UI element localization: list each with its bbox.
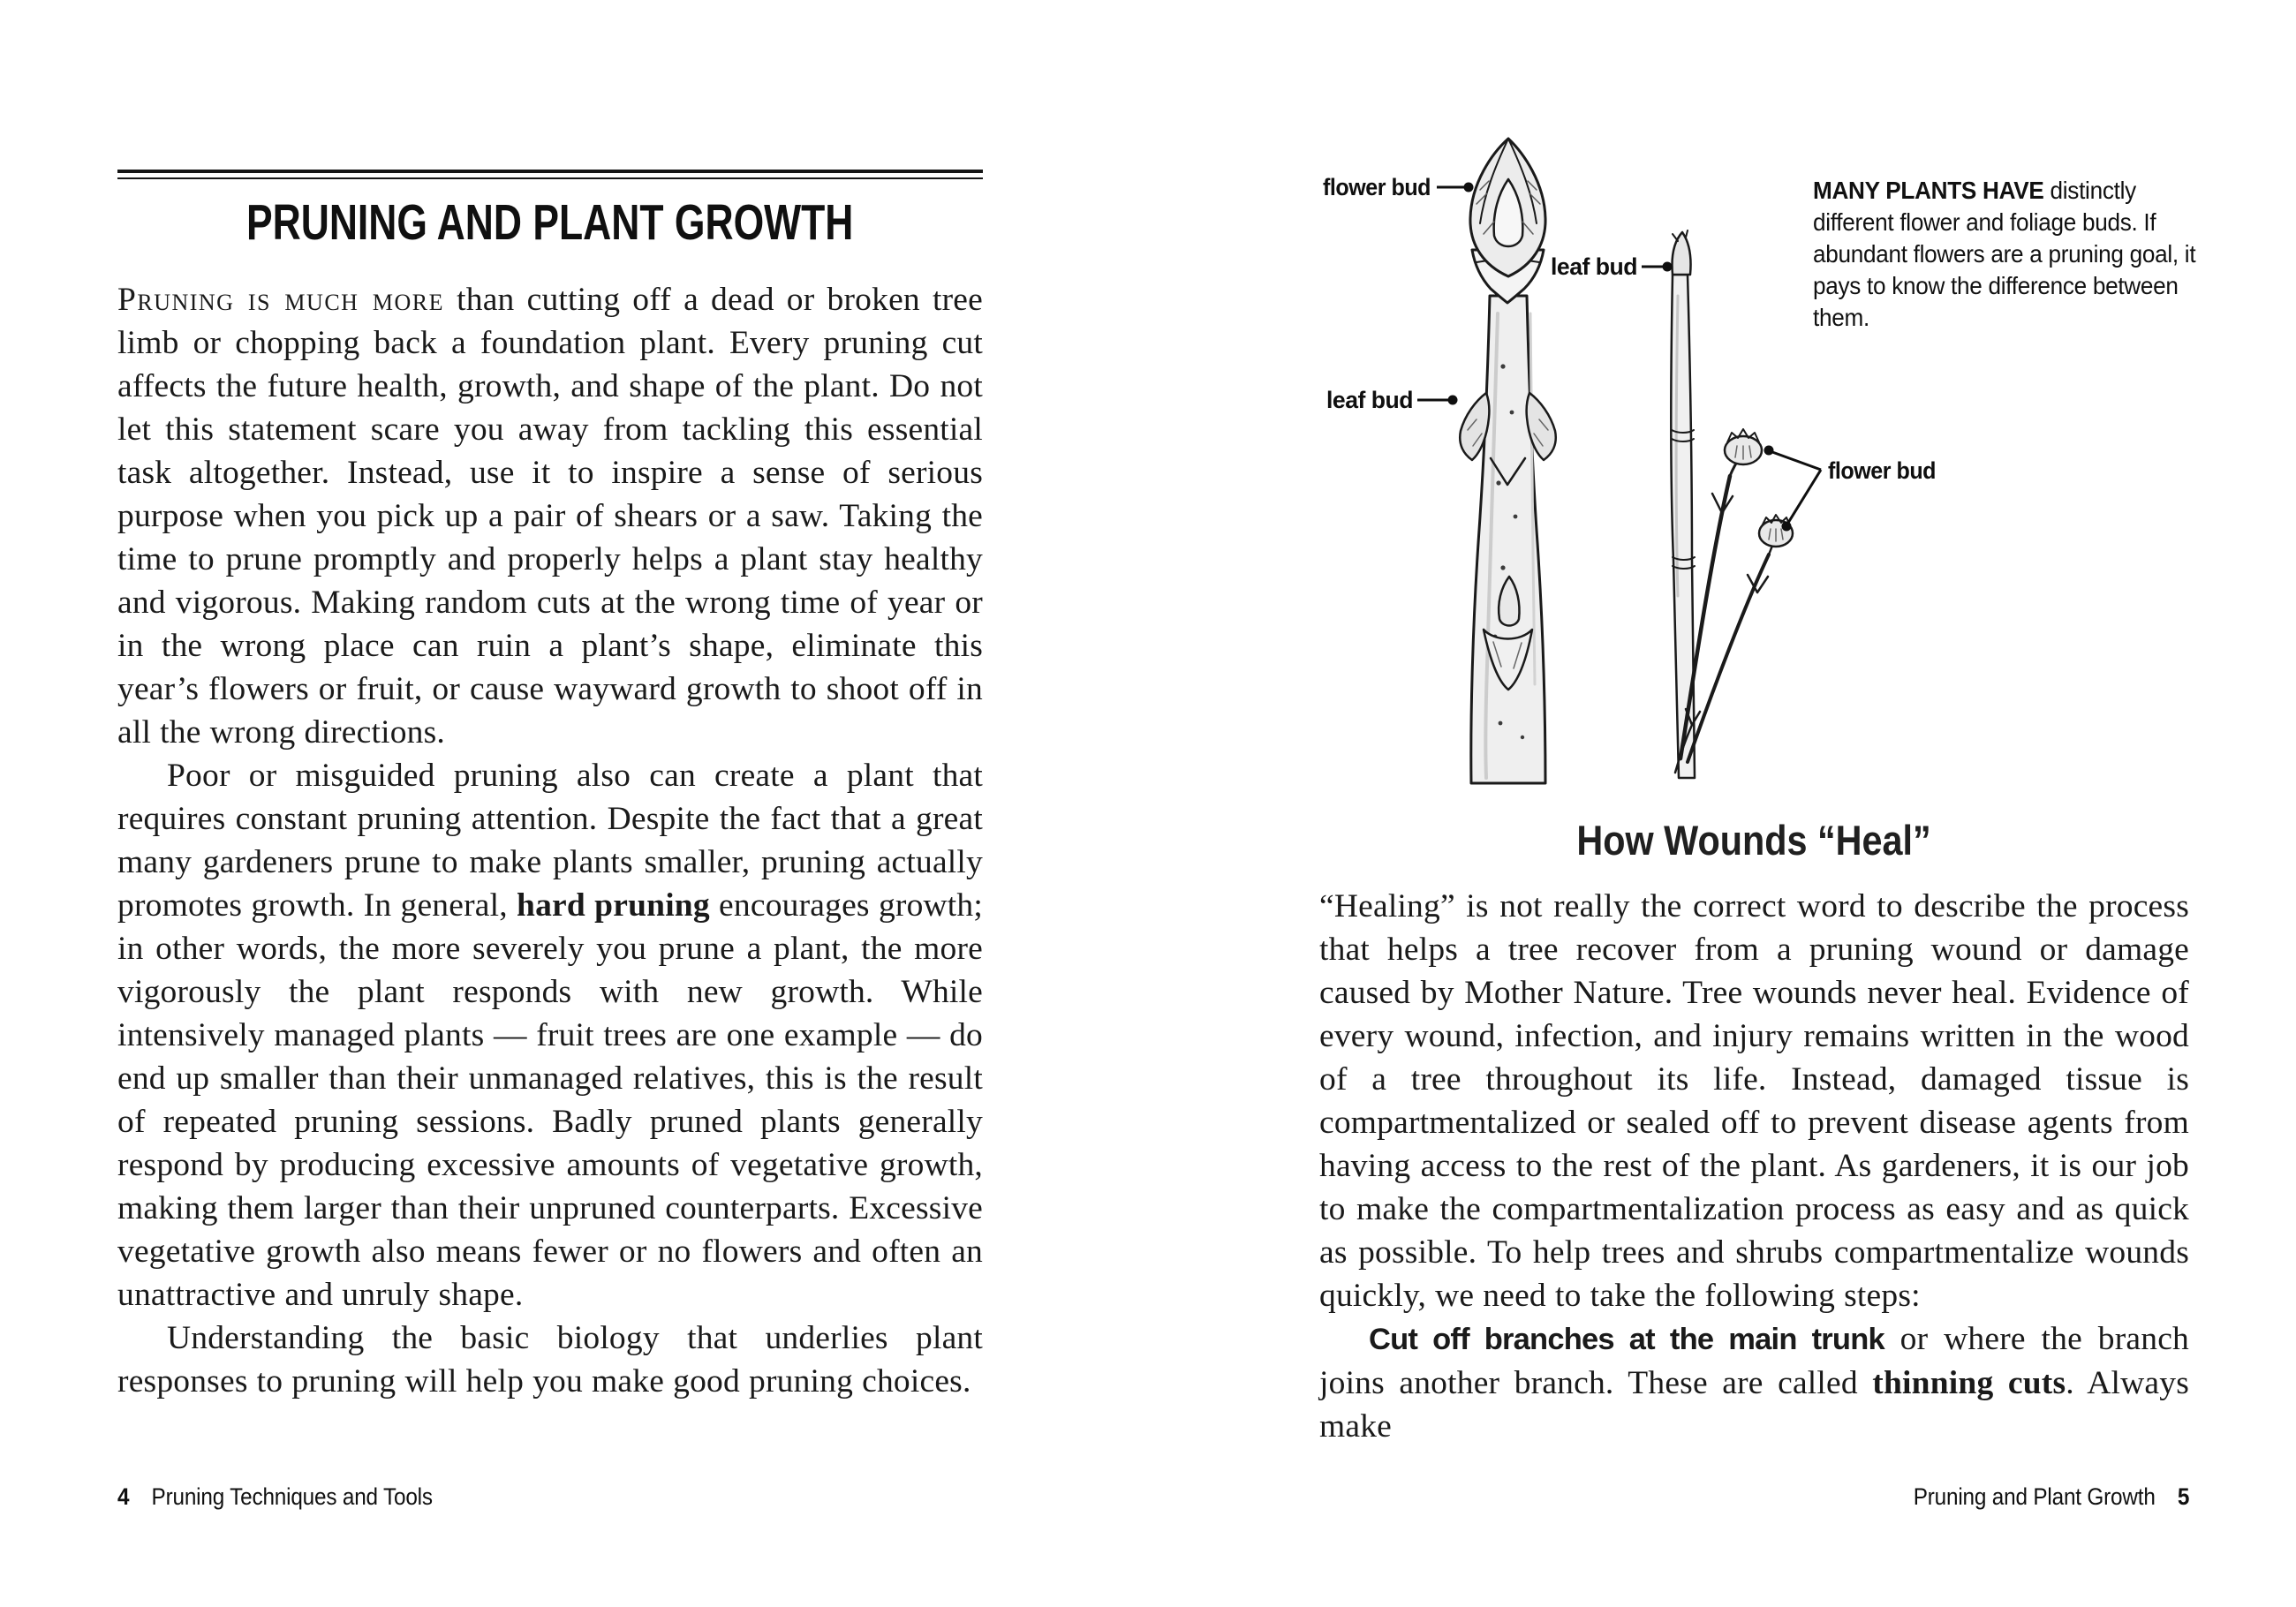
right-page	[1319, 885, 2189, 1448]
left-page	[117, 170, 983, 1403]
right-footer-title: Pruning and Plant Growth	[1913, 1483, 2156, 1510]
paragraph: Cut off branches at the main trunk or where the branch joins another branch. These are called thinning cuts. Always make	[1319, 1321, 2190, 1445]
right-running-footer	[1319, 1483, 2189, 1511]
flower-bud-bottom-label: flower bud	[1828, 457, 1936, 484]
chapter-title-text: PRUNING AND PLANT GROWTH	[246, 194, 854, 251]
paragraph: “Healing” is not really the correct word to describe the process that helps a tree recover from a pruning wound or damage caused by Mother Nature. Tree wounds never heal. Evidence of every wound, infection, and injury remains written in the wood of a tree throughout its life. Instead, damaged tissue is compartmentalized or sealed off to prevent disease agents from having access to the rest of the plant. As gardeners, it is our job to make the compartmentalization process as easy and as quick as possible. To help trees and shrubs compartmentalize wounds quickly, we need to take the following steps:	[1319, 888, 2189, 1314]
chapter-title-rule	[117, 170, 983, 179]
leaf-bud-left-label: leaf bud	[1326, 387, 1413, 413]
thin-twig-drawing	[1671, 230, 1793, 778]
leaf-bud-right-label: leaf bud	[1551, 253, 1637, 280]
paragraph: Understanding the basic biology that underlies plant responses to pruning will help you make good pruning choices.	[117, 1320, 983, 1400]
left-page-number: 4	[117, 1483, 130, 1510]
section-heading-text: How Wounds “Heal”	[1576, 817, 1932, 864]
section-heading	[1319, 816, 2189, 864]
left-running-footer	[117, 1483, 468, 1511]
left-footer-title: Pruning Techniques and Tools	[151, 1483, 433, 1510]
paragraph: Poor or misguided pruning also can create a plant that requires constant pruning attention. Despite the fact that a great many gardeners prune to make plants smaller, pruning actually promotes growth. In general, hard pruning encourages growth; in other words, the more severely you prune a plant, the more vigorously the plant responds with new growth. While intensively managed plants — fruit trees are one example — do end up smaller than their unmanaged relatives, this is the result of repeated pruning sessions. Badly pruned plants generally respond by producing excessive amounts of vegetative growth, making them larger than their unpruned counterparts. Excessive vegetative growth also means fewer or no flowers and often an unattractive and unruly shape.	[117, 758, 983, 1313]
figure-caption: MANY PLANTS HAVE distinctly different flower and foliage buds. If abundant flowers are a pruning goal, it pays to know the difference between them.	[1813, 177, 2196, 331]
paragraph: Pruning is much more than cutting off a dead or broken tree limb or chopping back a foundation plant. Every pruning cut affects the future health, growth, and shape of the plant. Do not let this statement scare you away from tackling this essential task altogether. Instead, use it to inspire a sense of serious purpose when you pick up a pair of shears or a saw. Taking the time to prune promptly and properly helps a plant stay healthy and vigorous. Making random cuts at the wrong time of year or in the wrong place can ruin a plant’s shape, eliminate this year’s flowers or fruit, or cause wayward growth to shoot off in all the wrong directions.	[117, 282, 983, 751]
right-page-number: 5	[2177, 1483, 2189, 1510]
thick-twig-drawing	[1460, 139, 1556, 783]
chapter-title	[117, 193, 983, 252]
flower-bud-top-label: flower bud	[1323, 174, 1431, 200]
